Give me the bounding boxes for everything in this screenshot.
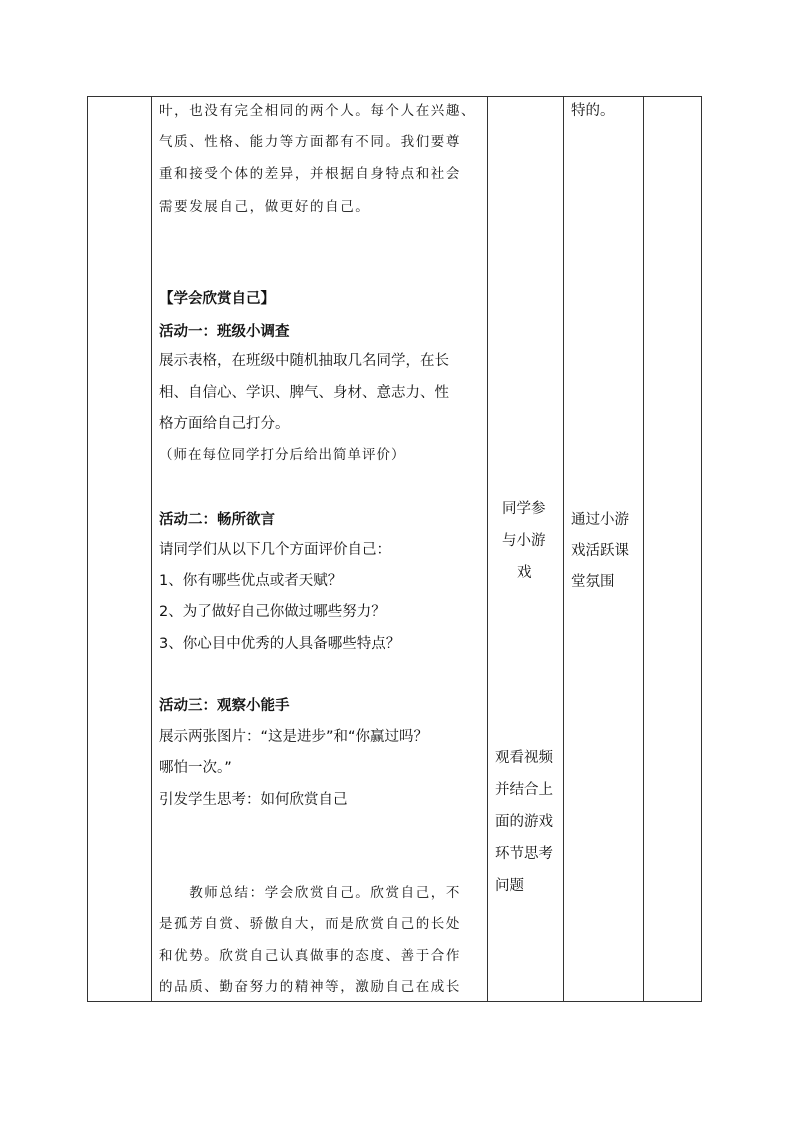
student-block2-line-1: 观看视频 (495, 750, 553, 766)
lesson-plan-table (87, 96, 702, 1002)
empty-cell-right (644, 97, 702, 1002)
activity2-line-1: 请同学们从以下几个方面评价自己： (159, 542, 391, 558)
student-block1-line-2: 与小游 (502, 533, 546, 549)
student-block1-line-3: 戏 (517, 565, 532, 581)
student-block2-line-4: 环节思考 (495, 846, 553, 862)
student-block2-line-5: 问题 (495, 878, 524, 894)
activity1-line-1: 展示表格，在班级中随机抽取几名同学，在长 (159, 353, 449, 369)
intent-block1-line-1: 通过小游 (571, 512, 629, 528)
activity3-line-2: 哪怕一次。” (159, 760, 232, 776)
student-block1-line-1: 同学参 (502, 501, 546, 517)
activity1-line-3: 格方面给自己打分。 (159, 416, 290, 432)
activity1-title: 活动一：班级小调查 (159, 324, 290, 340)
intent-block1-line-3: 堂氛围 (571, 574, 615, 590)
activity2-line-3: 2、为了做好自己你做过哪些努力？ (159, 604, 386, 620)
student-block2-line-2: 并结合上 (495, 782, 553, 798)
para1-line-4: 需要发展自己，做更好的自己。 (159, 199, 371, 215)
activity2-title: 活动二：畅所欲言 (159, 512, 275, 528)
student-block2-line-3: 面的游戏 (495, 814, 553, 830)
summary-line-3: 和优势。欣赏自己认真做事的态度、善于合作 (159, 948, 461, 964)
activity2-line-2: 1、你有哪些优点或者天赋？ (159, 573, 343, 589)
intent-block1-line-2: 戏活跃课 (571, 543, 629, 559)
activity3-title: 活动三：观察小能手 (159, 698, 290, 714)
summary-line-2: 是孤芳自赏、骄傲自大，而是欣赏自己的长处 (159, 916, 461, 932)
para1-line-1: 叶，也没有完全相同的两个人。每个人在兴趣、 (159, 103, 477, 119)
section-title: 【学会欣赏自己】 (159, 291, 275, 307)
teacher-activity-cell (152, 97, 488, 1002)
design-intent-cell (564, 97, 644, 1002)
activity3-line-3: 引发学生思考：如何欣赏自己 (159, 792, 348, 808)
empty-cell-left (88, 97, 152, 1002)
activity2-line-4: 3、你心目中优秀的人具备哪些特点？ (159, 636, 401, 652)
summary-line-4: 的品质、勤奋努力的精神等，激励自己在成长 (159, 979, 461, 995)
para1-line-3: 重和接受个体的差异，并根据自身特点和社会 (159, 166, 461, 182)
table-row (88, 97, 702, 1002)
activity1-note: （师在每位同学打分后给出简单评价） (159, 447, 406, 463)
para1-line-2: 气质、性格、能力等方面都有不同。我们要尊 (159, 134, 461, 150)
activity3-line-1: 展示两张图片：“这是进步”和“你赢过吗？ (159, 729, 429, 745)
summary-line-1: 教师总结：学会欣赏自己。欣赏自己，不 (159, 885, 461, 901)
intent-top: 特的。 (571, 103, 615, 119)
student-activity-cell (488, 97, 564, 1002)
activity1-line-2: 相、自信心、学识、脾气、身材、意志力、性 (159, 385, 449, 401)
